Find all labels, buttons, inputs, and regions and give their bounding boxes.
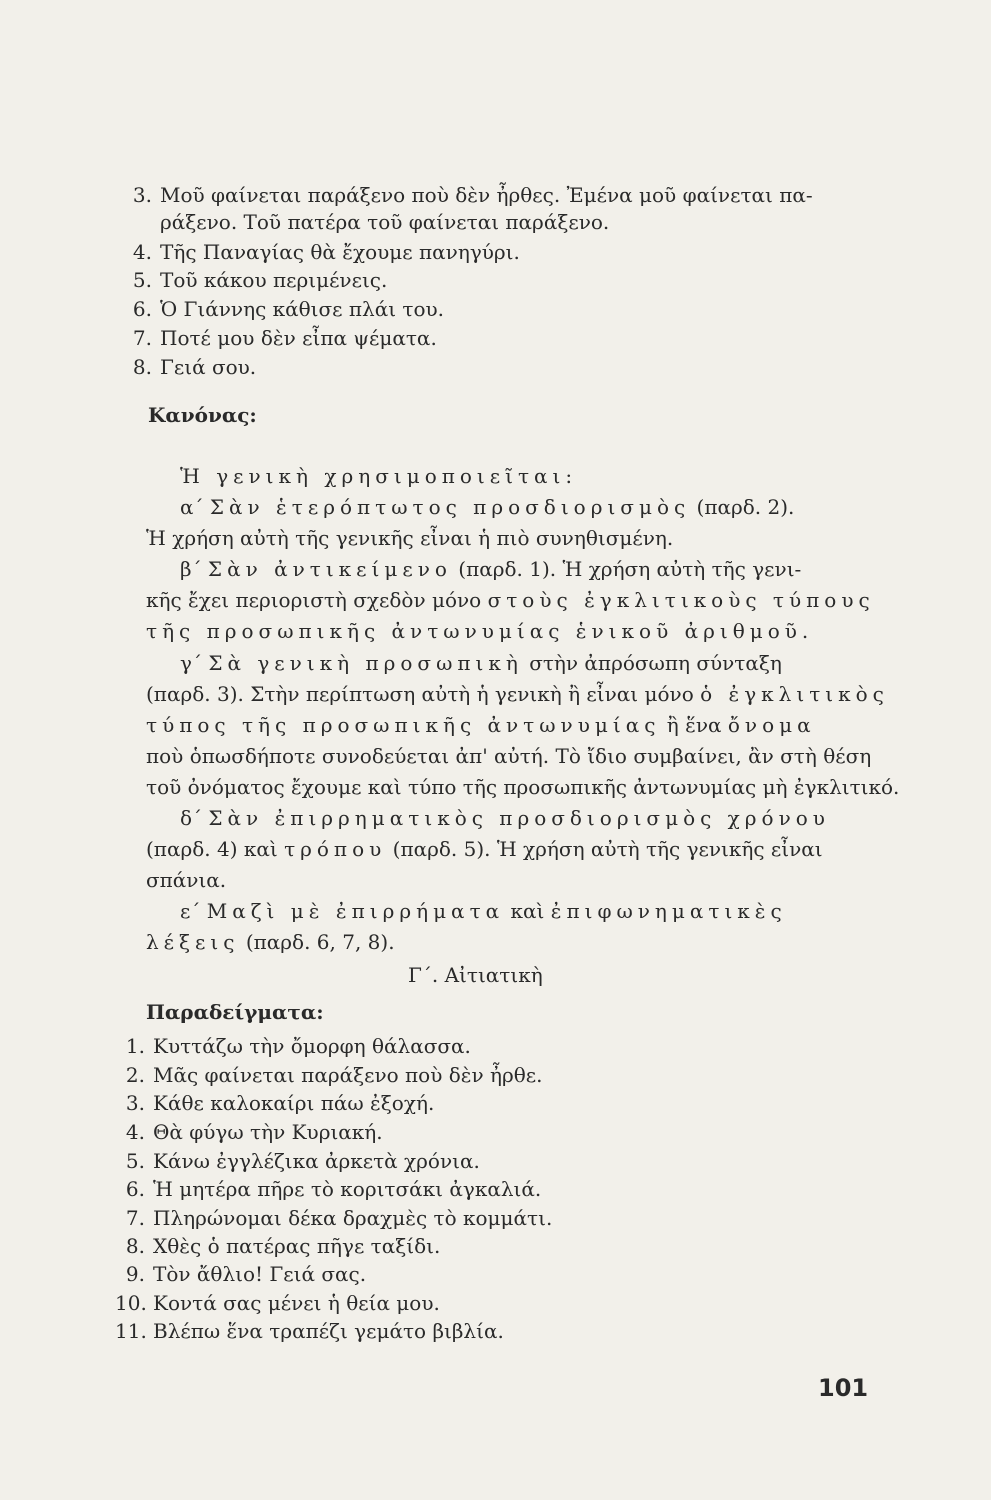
list-item: 3. Κάθε καλοκαίρι πάω ἐξοχή.	[125, 1091, 435, 1115]
list-item: 8. Γειά σου.	[132, 355, 257, 379]
list-item: 8. Χθὲς ὁ πατέρας πῆγε ταξίδι.	[125, 1234, 441, 1258]
rule-text: σπάνια.	[146, 868, 227, 892]
rule-text: τύπος τῆς προσωπικῆς ἀντωνυμίας ἢ ἕνα ὄνομα	[146, 713, 816, 737]
list-item: 9. Τὸν ἄθλιο! Γειά σας.	[125, 1262, 367, 1286]
examples-heading: Παραδείγματα:	[146, 1000, 324, 1024]
rule-item-c: γ΄ Σὰ γενικὴ προσωπικὴ στὴν ἀπρόσωπη σύνταξη	[180, 651, 782, 675]
list-item: ράξενο. Τοῦ πατέρα τοῦ φαίνεται παράξενο.	[160, 210, 610, 234]
rule-text: (παρδ. 4) καὶ τρόπου (παρδ. 5). Ἡ χρήση αὐτὴ τῆς γενικῆς εἶναι	[146, 837, 823, 861]
list-item: 6. Ὁ Γιάννης κάθισε πλάι του.	[132, 297, 445, 321]
rule-text: κῆς ἔχει περιοριστὴ σχεδὸν μόνο στοὺς ἐγκλιτικοὺς τύπους	[146, 588, 875, 612]
list-item: 5. Κάνω ἐγγλέζικα ἀρκετὰ χρόνια.	[125, 1149, 480, 1173]
list-item: 5. Τοῦ κάκου περιμένεις.	[132, 268, 388, 292]
rule-text: (παρδ. 3). Στὴν περίπτωση αὐτὴ ἡ γενικὴ ἢ εἶναι μόνο ὁ ἐγκλιτικὸς	[146, 682, 889, 706]
list-item: 10. Κοντά σας μένει ἡ θεία μου.	[115, 1291, 440, 1315]
rule-item-e: ε΄ Μαζὶ μὲ ἐπιρρήματα καὶ ἐπιφωνηματικὲς	[180, 899, 787, 923]
rule-text: τῆς προσωπικῆς ἀντωνυμίας ἑνικοῦ ἀριθμοῦ.	[146, 619, 814, 643]
list-item: 6. Ἡ μητέρα πῆρε τὸ κοριτσάκι ἀγκαλιά.	[125, 1177, 542, 1201]
rule-item-a: α΄ Σὰν ἑτερόπτωτος προσδιορισμὸς (παρδ. 2).	[180, 495, 795, 519]
list-item: 4. Τῆς Παναγίας θὰ ἔχουμε πανηγύρι.	[132, 240, 520, 264]
list-item: 3. Μοῦ φαίνεται παράξενο ποὺ δὲν ἦρθες. Ἐμένα μοῦ φαίνεται πα-	[132, 183, 813, 207]
rule-item-b: β΄ Σὰν ἀντικείμενο (παρδ. 1). Ἡ χρήση αὐτὴ τῆς γενι-	[180, 557, 802, 581]
list-item: 4. Θὰ φύγω τὴν Κυριακή.	[125, 1120, 383, 1144]
section-title: Γ΄. Αἰτιατικὴ	[408, 963, 543, 987]
list-item: 7. Ποτέ μου δὲν εἶπα ψέματα.	[132, 326, 437, 350]
rule-text: Ἡ χρήση αὐτὴ τῆς γενικῆς εἶναι ἡ πιὸ συνηθισμένη.	[146, 526, 674, 550]
list-item: 11. Βλέπω ἕνα τραπέζι γεμάτο βιβλία.	[115, 1319, 504, 1343]
list-item: 2. Μᾶς φαίνεται παράξενο ποὺ δὲν ἦρθε.	[125, 1063, 543, 1087]
list-item: 1. Κυττάζω τὴν ὄμορφη θάλασσα.	[125, 1034, 471, 1058]
rule-intro: Ἡ γενικὴ χρησιμοποιεῖται:	[180, 464, 578, 488]
list-item: 7. Πληρώνομαι δέκα δραχμὲς τὸ κομμάτι.	[125, 1206, 553, 1230]
rule-heading: Κανόνας:	[148, 403, 257, 427]
rule-text: λέξεις (παρδ. 6, 7, 8).	[146, 930, 395, 954]
rule-text: ποὺ ὁπωσδήποτε συνοδεύεται ἀπ' αὐτή. Τὸ ἴδιο συμβαίνει, ἂν στὴ θέση	[146, 744, 872, 768]
rule-item-d: δ΄ Σὰν ἐπιρρηματικὸς προσδιορισμὸς χρόνου	[180, 806, 830, 830]
page-number: 101	[818, 1374, 869, 1402]
rule-text: τοῦ ὀνόματος ἔχουμε καὶ τύπο τῆς προσωπικῆς ἀντωνυμίας μὴ ἐγκλιτικό.	[146, 775, 900, 799]
